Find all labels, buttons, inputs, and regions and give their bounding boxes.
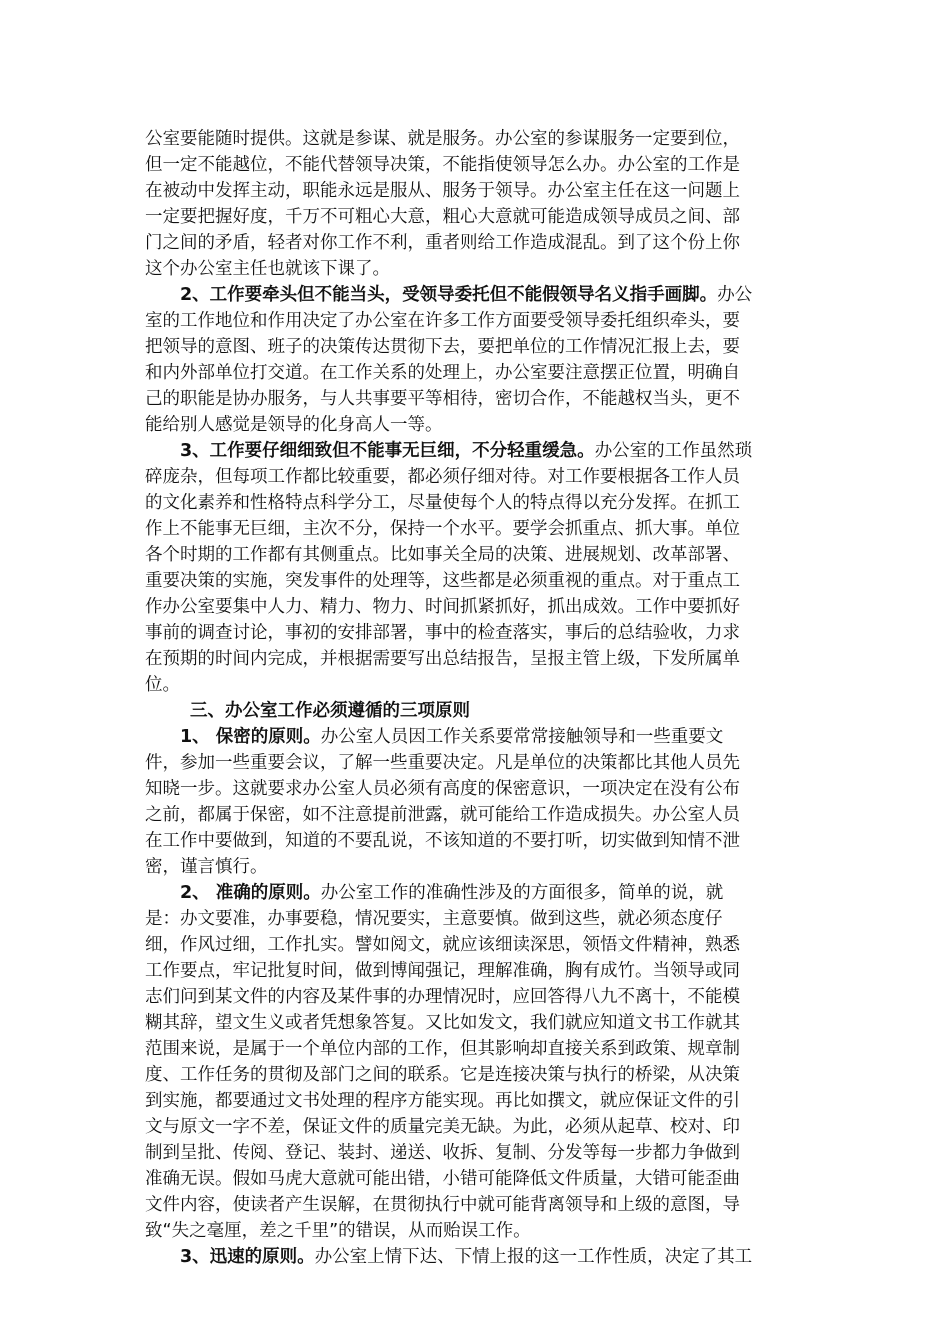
text-run: 办公室工作的准确性涉及的方面很多，简单的说，就: [320, 883, 724, 903]
text-line: 度、工作任务的贯彻及部门之间的联系。它是连接决策与执行的桥梁，从决策: [145, 1065, 740, 1085]
section-heading: 三、办公室工作必须遵循的三项原则: [190, 701, 470, 721]
text-line: 重要决策的实施，突发事件的处理等，这些都是必须重视的重点。对于重点工: [145, 571, 740, 591]
text-line: 这个办公室主任也就该下课了。: [145, 259, 390, 279]
text-line: 是：办文要准，办事要稳，情况要实，主意要慎。做到这些，就必须态度仔: [145, 909, 723, 929]
text-line: 在被动中发挥主动，职能永远是服从、服务于领导。办公室主任在这一问题上: [145, 181, 740, 201]
text-line: 在预期的时间内完成，并根据需要写出总结报告，呈报主管上级，下发所属单: [145, 649, 740, 669]
text-line: 件，参加一些重要会议，了解一些重要决定。凡是单位的决策都比其他人员先: [145, 753, 740, 773]
text-line: 一定要把握好度，千万不可粗心大意，粗心大意就可能造成领导成员之间、部: [145, 207, 740, 227]
text-line: 作办公室要集中人力、精力、物力、时间抓紧抓好，抓出成效。工作中要抓好: [145, 597, 740, 617]
bold-lead: 2、工作要牵头但不能当头，受领导委托但不能假领导名义指手画脚。: [180, 285, 718, 305]
text-line: 文与原文一字不差，保证文件的质量完美无缺。为此，必须从起草、校对、印: [145, 1117, 740, 1137]
text-line: 和内外部单位打交道。在工作关系的处理上，办公室要注意摆正位置，明确自: [145, 363, 740, 383]
text-line: 把领导的意图、班子的决策传达贯彻下去，要把单位的工作情况汇报上去，要: [145, 337, 740, 357]
text-run: 办公室人员因工作关系要常常接触领导和一些重要文: [320, 727, 724, 747]
paragraph-first-line: [180, 438, 810, 464]
text-line: 的文化素养和性格特点科学分工，尽量使每个人的特点得以充分发挥。在抓工: [145, 493, 740, 513]
bold-lead: 2、 准确的原则。: [180, 883, 321, 903]
text-line: 室的工作地位和作用决定了办公室在许多工作方面要受领导委托组织牵头，要: [145, 311, 740, 331]
text-run: 办公: [717, 285, 753, 305]
text-line: 准确无误。假如马虎大意就可能出错，小错可能降低文件质量，大错可能歪曲: [145, 1169, 740, 1189]
text-line: 但一定不能越位，不能代替领导决策，不能指使领导怎么办。办公室的工作是: [145, 155, 740, 175]
text-line: 到实施，都要通过文书处理的程序方能实现。再比如撰文，就应保证文件的引: [145, 1091, 740, 1111]
text-line: 事前的调查讨论，事初的安排部署，事中的检查落实，事后的总结验收，力求: [145, 623, 740, 643]
text-line: 范围来说，是属于一个单位内部的工作，但其影响却直接关系到政策、规章制: [145, 1039, 740, 1059]
text-run: 办公室的工作虽然琐: [594, 441, 753, 461]
text-line: 制到呈批、传阅、登记、装封、递送、收拆、复制、分发等每一步都力争做到: [145, 1143, 740, 1163]
text-line: 位。: [145, 675, 180, 695]
text-line: 细，作风过细，工作扎实。譬如阅文，就应该细读深思，领悟文件精神，熟悉: [145, 935, 740, 955]
text-run: 办公室上情下达、下情上报的这一工作性质，决定了其工: [314, 1247, 753, 1267]
text-line: 己的职能是协办服务，与人共事要平等相待，密切合作，不能越权当头，更不: [145, 389, 740, 409]
bold-lead: 3、迅速的原则。: [180, 1247, 315, 1267]
text-line: 文件内容，使读者产生误解，在贯彻执行中就可能背离领导和上级的意图，导: [145, 1195, 740, 1215]
text-line: 在工作中要做到，知道的不要乱说，不该知道的不要打听，切实做到知情不泄: [145, 831, 740, 851]
text-line: 密，谨言慎行。: [145, 857, 268, 877]
bold-lead: 1、 保密的原则。: [180, 727, 321, 747]
text-line: 门之间的矛盾，轻者对你工作不利，重者则给工作造成混乱。到了这个份上你: [145, 233, 740, 253]
text-line: 志们问到某文件的内容及某件事的办理情况时，应回答得八九不离十，不能模: [145, 987, 740, 1007]
paragraph-first-line: [180, 880, 810, 906]
text-line: 致“失之毫厘，差之千里”的错误，从而贻误工作。: [145, 1221, 531, 1241]
text-line: 之前，都属于保密，如不注意提前泄露，就可能给工作造成损失。办公室人员: [145, 805, 740, 825]
paragraph-first-line: [180, 724, 810, 750]
text-line: 各个时期的工作都有其侧重点。比如事关全局的决策、进展规划、改革部署、: [145, 545, 740, 565]
text-line: 作上不能事无巨细，主次不分，保持一个水平。要学会抓重点、抓大事。单位: [145, 519, 740, 539]
paragraph-first-line: [180, 1244, 810, 1270]
text-line: 工作要点，牢记批复时间，做到博闻强记，理解准确，胸有成竹。当领导或同: [145, 961, 740, 981]
bold-lead: 3、工作要仔细细致但不能事无巨细，不分轻重缓急。: [180, 441, 595, 461]
text-line: 碎庞杂，但每项工作都比较重要，都必须仔细对待。对工作要根据各工作人员: [145, 467, 740, 487]
text-line: 知晓一步。这就要求办公室人员必须有高度的保密意识，一项决定在没有公布: [145, 779, 740, 799]
text-line: 能给别人感觉是领导的化身高人一等。: [145, 415, 443, 435]
text-line: 糊其辞，望文生义或者凭想象答复。又比如发文，我们就应知道文书工作就其: [145, 1013, 740, 1033]
text-line: 公室要能随时提供。这就是参谋、就是服务。办公室的参谋服务一定要到位，: [145, 129, 740, 149]
paragraph-first-line: [180, 282, 810, 308]
